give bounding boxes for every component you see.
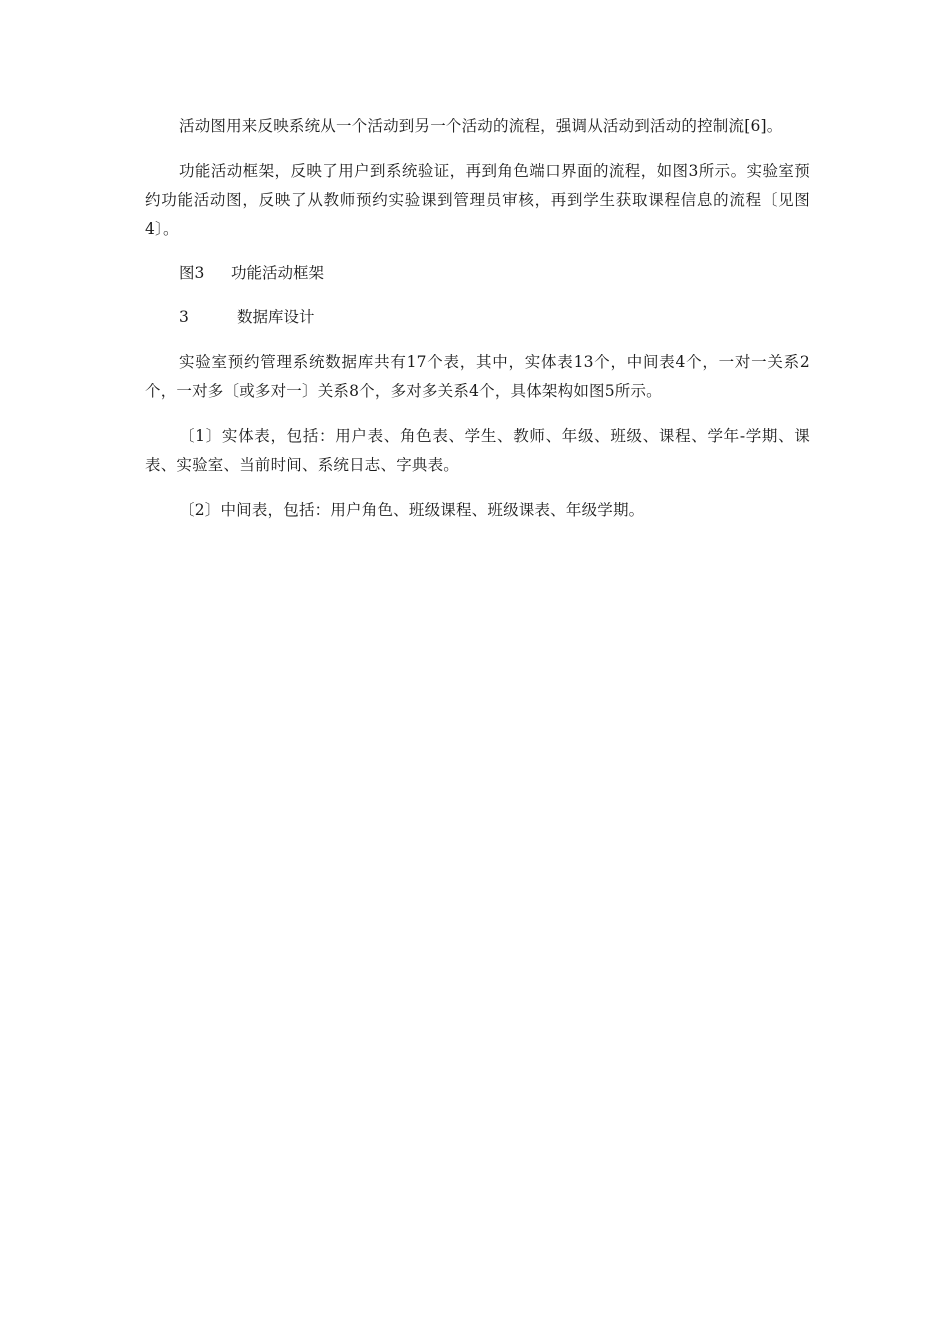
figure-caption [145,260,810,286]
section-number: 3 [179,308,189,326]
paragraph-activity-diagram: 活动图用来反映系统从一个活动到另一个活动的流程，强调从活动到活动的控制流[6]。 [179,117,783,135]
document-body [145,112,810,541]
section-title: 数据库设计 [237,308,315,326]
section-heading [145,304,810,330]
paragraph-database-overview: 实验室预约管理系统数据库共有17个表，其中，实体表13个，中间表4个，一对一关系2个，一对多〔或多对一〕关系8个，多对多关系4个，具体架构如图5所示。 [145,353,810,400]
figure-title: 功能活动框架 [231,264,325,282]
paragraph-function-activity: 功能活动框架，反映了用户到系统验证，再到角色端口界面的流程，如图3所示。实验室预约功能活动图，反映了从教师预约实验课到管理员审核，再到学生获取课程信息的流程〔见图4〕。 [145,162,810,238]
figure-number: 图3 [179,264,205,282]
paragraph-entity-tables: 〔1〕实体表，包括：用户表、角色表、学生、教师、年级、班级、课程、学年-学期、课表、实验室、当前时间、系统日志、字典表。 [145,427,810,474]
paragraph-intermediate-tables: 〔2〕中间表，包括：用户角色、班级课程、班级课表、年级学期。 [179,501,645,519]
